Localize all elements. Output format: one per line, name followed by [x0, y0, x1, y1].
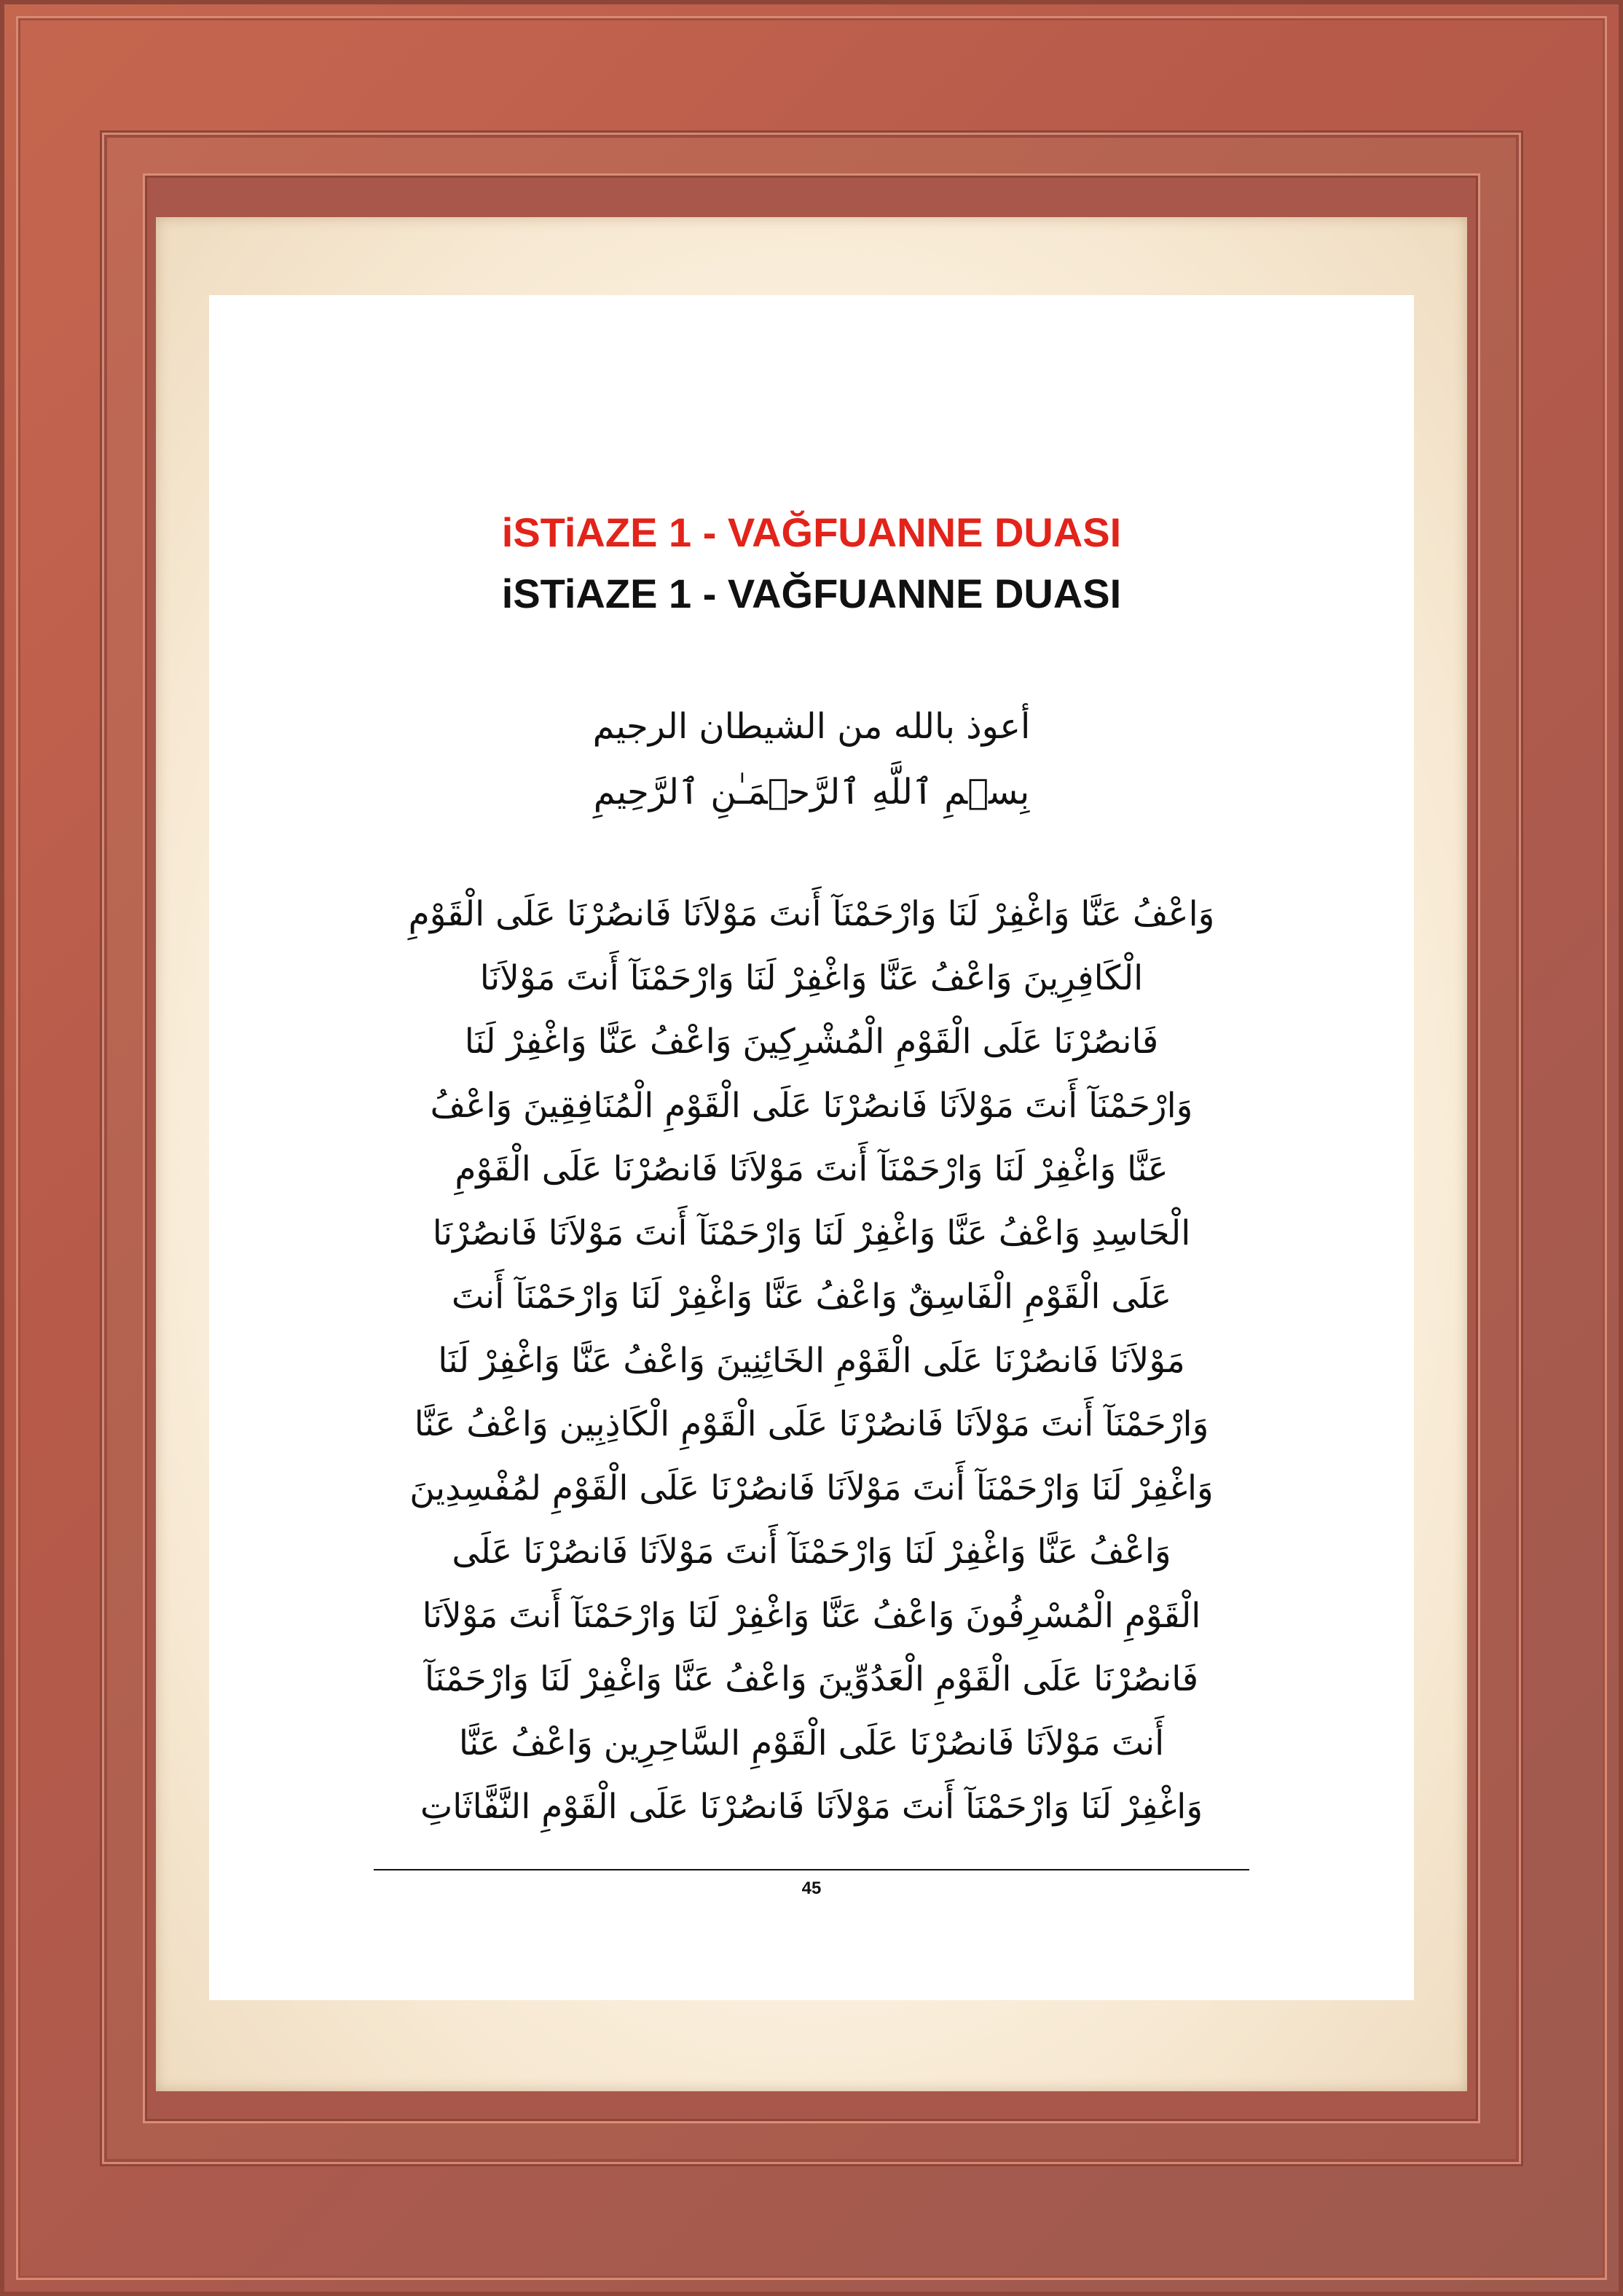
prayer-line: وَاعْفُ عَنَّا وَاغْفِرْ لَنَا وَارْحَمْنَآ أَنتَ مَوْلاَنَا فَانصُرْنَا عَلَى — [452, 1532, 1171, 1572]
prayer-line: فَانصُرْنَا عَلَى الْقَوْمِ الْمُشْرِكِينَ وَاعْفُ عَنَّا وَاغْفِرْ لَنَا — [464, 1022, 1159, 1062]
page-title-black: iSTiAZE 1 - VAĞFUANNE DUASI — [501, 571, 1122, 616]
prayer-line: الْقَوْمِ الْمُسْرِفُونَ وَاعْفُ عَنَّا وَاغْفِرْ لَنَا وَارْحَمْنَآ أَنتَ مَوْلاَنَا — [422, 1595, 1201, 1636]
prayer-line: فَانصُرْنَا عَلَى الْقَوْمِ الْعَدُوِّينَ وَاعْفُ عَنَّا وَاغْفِرْ لَنَا وَارْحَمْنَآ — [424, 1659, 1199, 1699]
footer-divider — [374, 1869, 1249, 1870]
prayer-line: الْحَاسِدِ وَاعْفُ عَنَّا وَاغْفِرْ لَنَا وَارْحَمْنَآ أَنتَ مَوْلاَنَا فَانصُرْنَا — [432, 1212, 1191, 1253]
prayer-line: وَاعْفُ عَنَّا وَاغْفِرْ لَنَا وَارْحَمْنَآ أَنتَ مَوْلاَنَا فَانصُرْنَا عَلَى الْقَوْمِ — [408, 894, 1215, 934]
page-title-red: iSTiAZE 1 - VAĞFUANNE DUASI — [501, 509, 1122, 555]
prayer-line: وَاغْفِرْ لَنَا وَارْحَمْنَآ أَنتَ مَوْلاَنَا فَانصُرْنَا عَلَى الْقَوْمِ النَّفَّاثَاتِ — [420, 1787, 1203, 1827]
prayer-line: الْكَافِرِينَ وَاعْفُ عَنَّا وَاغْفِرْ لَنَا وَارْحَمْنَآ أَنتَ مَوْلاَنَا — [479, 957, 1144, 998]
istiaze-line: أعوذ بالله من الشيطان الرجيم — [592, 706, 1031, 747]
prayer-line: مَوْلاَنَا فَانصُرْنَا عَلَى الْقَوْمِ الخَائِنِينَ وَاعْفُ عَنَّا وَاغْفِرْ لَنَا — [438, 1340, 1185, 1381]
prayer-line: وَاغْفِرْ لَنَا وَارْحَمْنَآ أَنتَ مَوْلاَنَا فَانصُرْنَا عَلَى الْقَوْمِ لمُفْسِدِينَ — [409, 1468, 1214, 1508]
prayer-line: عَلَى الْقَوْمِ الْفَاسِقٌ وَاعْفُ عَنَّا وَاغْفِرْ لَنَا وَارْحَمْنَآ أَنتَ — [451, 1277, 1172, 1317]
prayer-line: عَنَّا وَاغْفِرْ لَنَا وَارْحَمْنَآ أَنتَ مَوْلاَنَا فَانصُرْنَا عَلَى الْقَوْمِ — [455, 1149, 1168, 1189]
basmala-line: بِسۡمِ ٱللَّهِ ٱلرَّحۡمَـٰنِ ٱلرَّحِيمِ — [593, 772, 1030, 812]
prayer-line: وَارْحَمْنَآ أَنتَ مَوْلاَنَا فَانصُرْنَا عَلَى الْقَوْمِ الْكَاذِبِين وَاعْفُ عَنَّا — [414, 1404, 1209, 1444]
page-number: 45 — [801, 1878, 822, 1898]
prayer-line: وَارْحَمْنَآ أَنتَ مَوْلاَنَا فَانصُرْنَا عَلَى الْقَوْمِ الْمُنَافِقِينَ وَاعْفُ — [430, 1085, 1193, 1126]
document-page — [209, 295, 1414, 2000]
prayer-line: أَنتَ مَوْلاَنَا فَانصُرْنَا عَلَى الْقَوْمِ السَّاحِرِين وَاعْفُ عَنَّا — [458, 1723, 1165, 1763]
prayer-text — [355, 882, 1268, 1839]
